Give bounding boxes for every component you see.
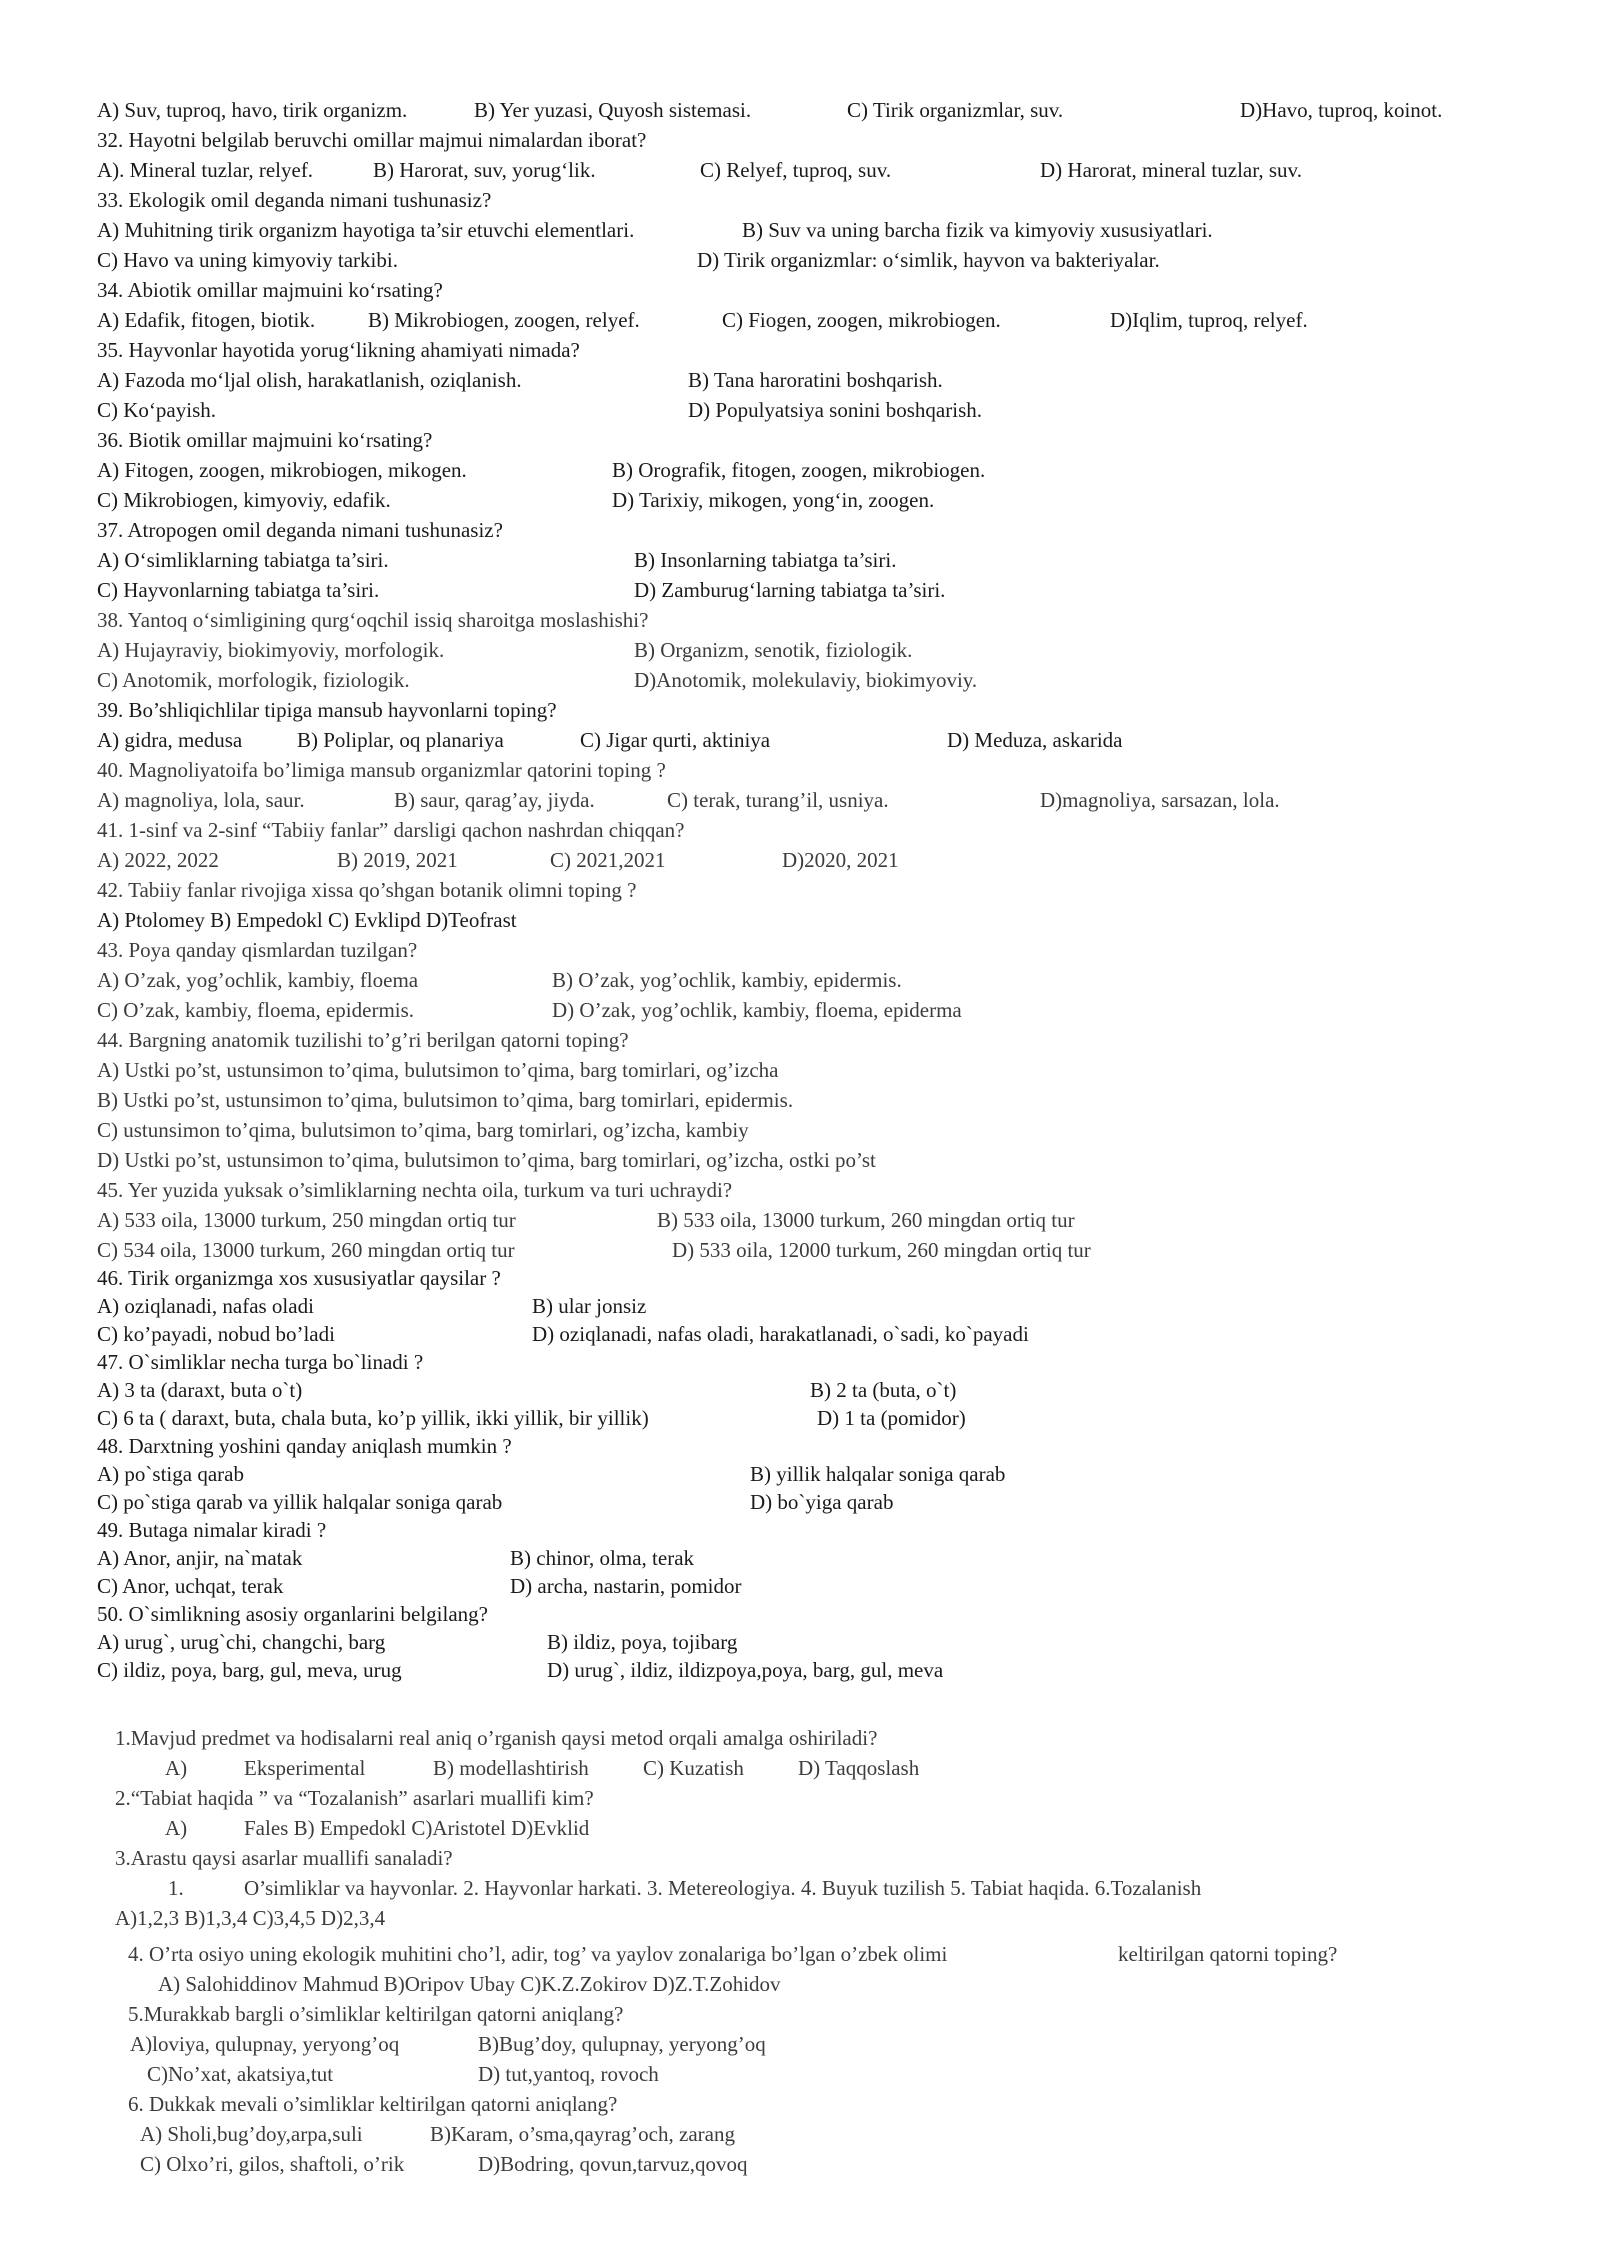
option-c: C) Anotomik, morfologik, fiziologik. <box>97 668 410 692</box>
question-49: 49. Butaga nimalar kiradi ? <box>97 1518 327 1542</box>
option-b: B) saur, qarag’ay, jiyda. <box>394 788 595 812</box>
option-d: D)Anotomik, molekulaviy, biokimyoviy. <box>634 668 978 692</box>
question-37: 37. Atropogen omil deganda nimani tushunasiz? <box>97 518 503 542</box>
question-text: 4. O’rta osiyo uning ekologik muhitini cho’l, adir, tog’ va yaylov zonalariga bo’lgan o’zbek olimi <box>128 1942 948 1966</box>
option-d: D) Meduza, askarida <box>947 728 1123 752</box>
option-b: B) Orografik, fitogen, zoogen, mikrobiogen. <box>612 458 986 482</box>
question-41: 41. 1-sinf va 2-sinf “Tabiiy fanlar” darsligi qachon nashrdan chiqqan? <box>97 818 685 842</box>
question-46: 46. Tirik organizmga xos xususiyatlar qaysilar ? <box>97 1266 501 1290</box>
question-48: 48. Darxtning yoshini qanday aniqlash mumkin ? <box>97 1434 512 1458</box>
option-a: A). Mineral tuzlar, relyef. <box>97 158 314 182</box>
option-a: A) Fazoda mo‘ljal olish, harakatlanish, oziqlanish. <box>97 368 522 392</box>
option-a: A) gidra, medusa <box>97 728 243 752</box>
option-a: A) 533 oila, 13000 turkum, 250 mingdan ortiq tur <box>97 1208 516 1232</box>
option-a: A) Edafik, fitogen, biotik. <box>97 308 316 332</box>
question-38: 38. Yantoq o‘simligining qurg‘oqchil issiq sharoitga moslashishi? <box>97 608 649 632</box>
list-number: 1. <box>168 1876 184 1900</box>
section2-question-5: 5.Murakkab bargli o’simliklar keltirilgan qatorni aniqlang? <box>128 2002 624 2026</box>
option-a-letter: A) <box>165 1816 188 1840</box>
option-d: D) Tirik organizmlar: o‘simlik, hayvon va bakteriyalar. <box>697 248 1160 272</box>
option-b: B) chinor, olma, terak <box>510 1546 695 1570</box>
question-36: 36. Biotik omillar majmuini ko‘rsating? <box>97 428 433 452</box>
option-c: C) Kuzatish <box>643 1756 744 1780</box>
question-35: 35. Hayvonlar hayotida yorug‘likning ahamiyati nimada? <box>97 338 580 362</box>
option-d: D) Taqqoslash <box>798 1756 920 1780</box>
option-d: D) Zamburug‘larning tabiatga ta’siri. <box>634 578 946 602</box>
question-34: 34. Abiotik omillar majmuini ko‘rsating? <box>97 278 443 302</box>
question-32: 32. Hayotni belgilab beruvchi omillar majmui nimalardan iborat? <box>97 128 647 152</box>
question-44-option-a: A) Ustki po’st, ustunsimon to’qima, bulutsimon to’qima, barg tomirlari, og’izcha <box>97 1058 779 1082</box>
option-c: C) O’zak, kambiy, floema, epidermis. <box>97 998 415 1022</box>
option-c: C) po`stiga qarab va yillik halqalar soniga qarab <box>97 1490 503 1514</box>
option-c: C) Tirik organizmlar, suv. <box>847 98 1064 122</box>
option-a: A) 2022, 2022 <box>97 848 219 872</box>
option-a: A) Anor, anjir, na`matak <box>97 1546 303 1570</box>
option-a: A) Sholi,bug’doy,arpa,suli <box>140 2122 363 2146</box>
question-text-tail: keltirilgan qatorni toping? <box>1118 1942 1338 1966</box>
option-c: C) Havo va uning kimyoviy tarkibi. <box>97 248 398 272</box>
option-d: D)Bodring, qovun,tarvuz,qovoq <box>478 2152 748 2176</box>
question-42-options: A) Ptolomey B) Empedokl C) Evklipd D)Teofrast <box>97 908 517 932</box>
option-a-letter: A) <box>165 1756 188 1780</box>
question-44: 44. Bargning anatomik tuzilishi to’g’ri berilgan qatorni toping? <box>97 1028 629 1052</box>
question-44-option-c: C) ustunsimon to’qima, bulutsimon to’qima, barg tomirlari, og’izcha, kambiy <box>97 1118 749 1142</box>
section2-question-3: 3.Arastu qaysi asarlar muallifi sanaladi? <box>115 1846 453 1870</box>
option-c: C) Mikrobiogen, kimyoviy, edafik. <box>97 488 391 512</box>
question-33: 33. Ekologik omil deganda nimani tushunasiz? <box>97 188 492 212</box>
option-a: A)loviya, qulupnay, yeryong’oq <box>130 2032 400 2056</box>
option-c: C) 6 ta ( daraxt, buta, chala buta, ko’p yillik, ikki yillik, bir yillik) <box>97 1406 649 1430</box>
option-a: A) po`stiga qarab <box>97 1462 244 1486</box>
option-b: B) Suv va uning barcha fizik va kimyoviy xususiyatlari. <box>742 218 1213 242</box>
question-39: 39. Bo’shliqichlilar tipiga mansub hayvonlarni toping? <box>97 698 557 722</box>
option-a: A) magnoliya, lola, saur. <box>97 788 305 812</box>
option-b: B) 533 oila, 13000 turkum, 260 mingdan ortiq tur <box>657 1208 1075 1232</box>
option-b: B) modellashtirish <box>433 1756 589 1780</box>
option-a: A) urug`, urug`chi, changchi, barg <box>97 1630 386 1654</box>
option-a: A) Hujayraviy, biokimyoviy, morfologik. <box>97 638 445 662</box>
option-b: B) 2 ta (buta, o`t) <box>810 1378 957 1402</box>
option-b: B) O’zak, yog’ochlik, kambiy, epidermis. <box>552 968 902 992</box>
option-b: B) Mikrobiogen, zoogen, relyef. <box>368 308 640 332</box>
option-a: A) O‘simliklarning tabiatga ta’siri. <box>97 548 389 572</box>
option-c: C) ko’payadi, nobud bo’ladi <box>97 1322 335 1346</box>
question-42: 42. Tabiiy fanlar rivojiga xissa qo’shgan botanik olimni toping ? <box>97 878 637 902</box>
option-d: D) urug`, ildiz, ildizpoya,poya, barg, gul, meva <box>547 1658 944 1682</box>
option-d: D) archa, nastarin, pomidor <box>510 1574 742 1598</box>
option-d: D) Populyatsiya sonini boshqarish. <box>688 398 982 422</box>
option-a: A) Suv, tuproq, havo, tirik organizm. <box>97 98 408 122</box>
question-47: 47. O`simliklar necha turga bo`linadi ? <box>97 1350 424 1374</box>
options-text: Fales B) Empedokl C)Aristotel D)Evklid <box>244 1816 590 1840</box>
option-b: B) Poliplar, oq planariya <box>297 728 504 752</box>
option-c: C) Ko‘payish. <box>97 398 216 422</box>
option-d: D) 533 oila, 12000 turkum, 260 mingdan ortiq tur <box>672 1238 1091 1262</box>
option-b: B) Organizm, senotik, fiziologik. <box>634 638 913 662</box>
option-d: D)Havo, tuproq, koinot. <box>1240 98 1443 122</box>
option-c: C) Anor, uchqat, terak <box>97 1574 284 1598</box>
option-b: B) Harorat, suv, yorug‘lik. <box>373 158 596 182</box>
section2-question-3-options: A)1,2,3 B)1,3,4 C)3,4,5 D)2,3,4 <box>115 1906 386 1930</box>
option-d: D) tut,yantoq, rovoch <box>478 2062 659 2086</box>
section2-question-4-options: A) Salohiddinov Mahmud B)Oripov Ubay C)K.Z.Zokirov D)Z.T.Zohidov <box>158 1972 781 1996</box>
option-c: C) Jigar qurti, aktiniya <box>580 728 771 752</box>
option-a: Eksperimental <box>244 1756 366 1780</box>
option-b: B) 2019, 2021 <box>337 848 458 872</box>
option-a: A) 3 ta (daraxt, buta o`t) <box>97 1378 303 1402</box>
option-d: D)magnoliya, sarsazan, lola. <box>1040 788 1280 812</box>
option-b: B) ildiz, poya, tojibarg <box>547 1630 738 1654</box>
option-d: D) 1 ta (pomidor) <box>817 1406 966 1430</box>
option-b: B) Yer yuzasi, Quyosh sistemasi. <box>474 98 752 122</box>
option-d: D) Harorat, mineral tuzlar, suv. <box>1040 158 1302 182</box>
option-c: C) Relyef, tuproq, suv. <box>700 158 892 182</box>
question-45: 45. Yer yuzida yuksak o’simliklarning nechta oila, turkum va turi uchraydi? <box>97 1178 733 1202</box>
question-43: 43. Poya qanday qismlardan tuzilgan? <box>97 938 418 962</box>
option-a: A) Muhitning tirik organizm hayotiga ta’sir etuvchi elementlari. <box>97 218 635 242</box>
option-d: D)2020, 2021 <box>782 848 899 872</box>
section2-question-6: 6. Dukkak mevali o’simliklar keltirilgan qatorni aniqlang? <box>128 2092 618 2116</box>
section2-question-2: 2.“Tabiat haqida ” va “Tozalanish” asarlari muallifi kim? <box>115 1786 594 1810</box>
option-c: C) 534 oila, 13000 turkum, 260 mingdan ortiq tur <box>97 1238 515 1262</box>
option-c: C) Olxo’ri, gilos, shaftoli, o’rik <box>140 2152 405 2176</box>
list-text: O’simliklar va hayvonlar. 2. Hayvonlar harkati. 3. Metereologiya. 4. Buyuk tuzilish 5. Tabiat haqida. 6.Tozalanish <box>244 1876 1202 1900</box>
option-b: B) Insonlarning tabiatga ta’siri. <box>634 548 897 572</box>
option-d: D) Tarixiy, mikogen, yong‘in, zoogen. <box>612 488 935 512</box>
option-c: C) Fiogen, zoogen, mikrobiogen. <box>722 308 1001 332</box>
option-b: B)Karam, o’sma,qayrag’och, zarang <box>430 2122 735 2146</box>
option-d: D) oziqlanadi, nafas oladi, harakatlanadi, o`sadi, ko`payadi <box>532 1322 1029 1346</box>
question-40: 40. Magnoliyatoifa bo’limiga mansub organizmlar qatorini toping ? <box>97 758 666 782</box>
option-d: D) bo`yiga qarab <box>750 1490 894 1514</box>
option-c: C) 2021,2021 <box>550 848 666 872</box>
section2-question-1: 1.Mavjud predmet va hodisalarni real aniq o’rganish qaysi metod orqali amalga oshiriladi? <box>115 1726 878 1750</box>
question-44-option-d: D) Ustki po’st, ustunsimon to’qima, bulutsimon to’qima, barg tomirlari, og’izcha, ostki po’st <box>97 1148 876 1172</box>
option-c: C) ildiz, poya, barg, gul, meva, urug <box>97 1658 402 1682</box>
question-50: 50. O`simlikning asosiy organlarini belgilang? <box>97 1602 488 1626</box>
option-a: A) Fitogen, zoogen, mikrobiogen, mikogen. <box>97 458 467 482</box>
option-b: B) Tana haroratini boshqarish. <box>688 368 943 392</box>
option-c: C) terak, turang’il, usniya. <box>667 788 889 812</box>
option-a: A) O’zak, yog’ochlik, kambiy, floema <box>97 968 419 992</box>
option-b: B) ular jonsiz <box>532 1294 647 1318</box>
option-b: B)Bug’doy, qulupnay, yeryong’oq <box>478 2032 766 2056</box>
option-c: C) Hayvonlarning tabiatga ta’siri. <box>97 578 380 602</box>
option-d: D) O’zak, yog’ochlik, kambiy, floema, epiderma <box>552 998 962 1022</box>
question-44-option-b: B) Ustki po’st, ustunsimon to’qima, bulutsimon to’qima, barg tomirlari, epidermis. <box>97 1088 794 1112</box>
option-b: B) yillik halqalar soniga qarab <box>750 1462 1006 1486</box>
option-a: A) oziqlanadi, nafas oladi <box>97 1294 314 1318</box>
option-d: D)Iqlim, tuproq, relyef. <box>1110 308 1308 332</box>
option-c: C)No’xat, akatsiya,tut <box>147 2062 334 2086</box>
